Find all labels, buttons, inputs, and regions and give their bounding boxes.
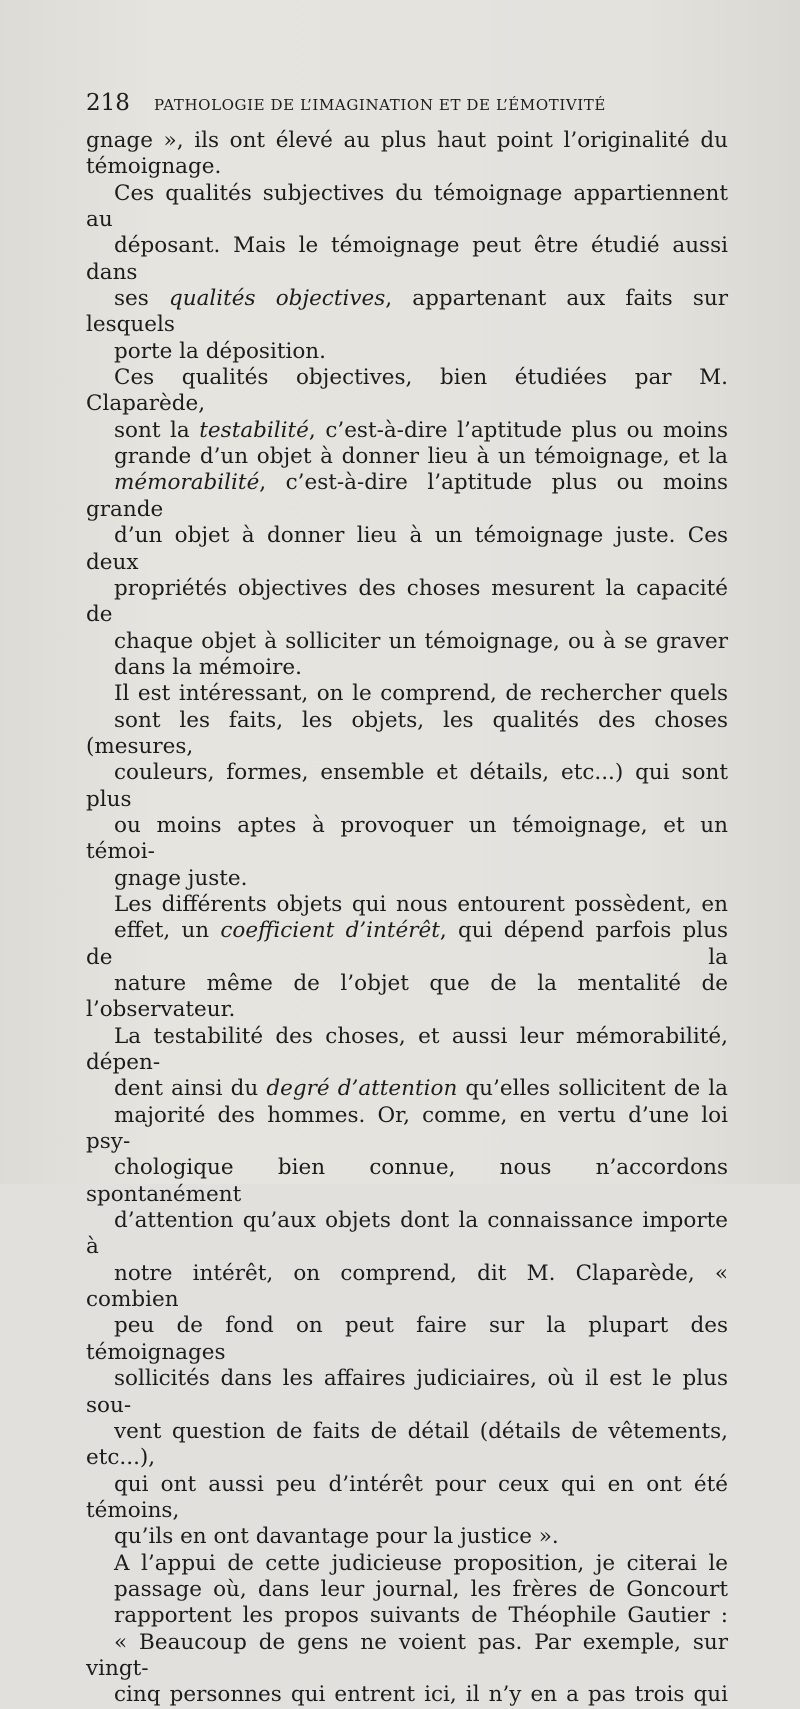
text-run: dent ainsi du bbox=[114, 1076, 267, 1102]
text-line bbox=[86, 971, 728, 1024]
text-run: déposant. Mais le témoignage peut être étudié aussi dans bbox=[86, 233, 728, 285]
text-line bbox=[86, 233, 728, 286]
paragraph bbox=[86, 365, 728, 681]
text-line bbox=[86, 470, 728, 523]
text-line bbox=[86, 1261, 728, 1314]
text-line bbox=[86, 813, 728, 866]
text-run: notre intérêt, on comprend, dit M. Claparède, « combien bbox=[86, 1260, 728, 1313]
italic-term: coefficient d’intérêt bbox=[220, 918, 440, 944]
text-run: chaque objet à solliciter un témoignage, ou à se graver bbox=[114, 628, 728, 654]
italic-term: mémorabilité bbox=[114, 470, 260, 496]
text-run: rapportent les propos suivants de Théophile Gautier : bbox=[114, 1603, 728, 1629]
text-line bbox=[86, 892, 728, 918]
text-line bbox=[86, 681, 728, 707]
text-run: gnage juste. bbox=[114, 865, 248, 891]
running-header bbox=[86, 90, 726, 116]
text-line bbox=[86, 1208, 728, 1261]
text-run: passage où, dans leur journal, les frères de Goncourt bbox=[114, 1576, 728, 1602]
paragraph bbox=[86, 1551, 728, 1709]
paragraph bbox=[86, 892, 728, 1551]
italic-term: qualités objectives bbox=[168, 286, 386, 312]
text-line bbox=[86, 1419, 728, 1472]
text-run: porte la déposition. bbox=[114, 338, 326, 364]
text-line bbox=[86, 866, 728, 892]
text-run: qui ont aussi peu d’intérêt pour ceux qui en ont été témoins, bbox=[86, 1471, 728, 1523]
text-line bbox=[86, 339, 728, 365]
text-run: témoignage. bbox=[86, 154, 222, 180]
text-run: Ces qualités objectives, bien étudiées par M. Claparède, bbox=[86, 365, 728, 417]
italic-term: degré d’attention bbox=[266, 1076, 458, 1102]
text-run: gnage », ils ont élevé au plus haut point l’originalité du bbox=[86, 128, 728, 153]
text-run: , appartenant aux faits sur lesquels bbox=[86, 286, 729, 338]
text-run: sollicités dans les affaires judiciaires, où il est le plus sou- bbox=[86, 1366, 728, 1418]
text-line bbox=[86, 1313, 728, 1366]
text-run: « Beaucoup de gens ne voient pas. Par exemple, sur vingt- bbox=[86, 1629, 728, 1681]
text-line bbox=[86, 181, 728, 234]
text-line bbox=[86, 629, 728, 655]
text-line bbox=[86, 1682, 728, 1708]
text-run: vent question de faits de détail (détails de vêtements, etc...), bbox=[86, 1418, 728, 1471]
text-run: couleurs, formes, ensemble et détails, etc...) qui sont plus bbox=[86, 760, 728, 812]
text-run: grande d’un objet à donner lieu à un témoignage, et la bbox=[114, 444, 728, 470]
text-run: qu’ils en ont davantage pour la justice ». bbox=[114, 1524, 559, 1550]
text-line bbox=[86, 918, 728, 971]
text-run: Il est intéressant, on le comprend, de rechercher quels bbox=[114, 681, 728, 707]
text-run: sont les faits, les objets, les qualités des choses (mesures, bbox=[86, 707, 728, 759]
text-run: d’attention qu’aux objets dont la connaissance importe à bbox=[86, 1208, 728, 1260]
text-line bbox=[86, 1603, 728, 1629]
text-line bbox=[86, 286, 728, 339]
text-run: peu de fond on peut faire sur la plupart des témoignages bbox=[86, 1313, 728, 1365]
text-line bbox=[86, 655, 728, 681]
text-run: dans la mémoire. bbox=[114, 654, 302, 680]
text-run: d’un objet à donner lieu à un témoignage juste. Ces deux bbox=[86, 523, 728, 575]
text-line bbox=[86, 154, 728, 180]
text-line bbox=[86, 444, 728, 470]
text-line bbox=[86, 1524, 728, 1550]
text-run: Ces qualités subjectives du témoignage appartiennent au bbox=[86, 180, 728, 233]
italic-term: testabilité bbox=[199, 417, 309, 443]
text-run: effet, un bbox=[114, 918, 221, 944]
body-text bbox=[86, 128, 728, 1709]
text-run: propriétés objectives des choses mesurent la capacité de bbox=[86, 575, 728, 628]
text-line bbox=[86, 418, 728, 444]
paragraph bbox=[86, 128, 728, 181]
text-run: , c’est-à-dire l’aptitude plus ou moins bbox=[308, 417, 729, 443]
text-run: , qui dépend parfois plus de la bbox=[86, 918, 729, 970]
text-line bbox=[86, 1155, 728, 1208]
paragraph bbox=[86, 681, 728, 892]
text-line bbox=[86, 1103, 728, 1156]
text-line bbox=[86, 1366, 728, 1419]
text-run: cinq personnes qui entrent ici, il n’y en a pas trois qui bbox=[114, 1682, 728, 1708]
text-run: sont la bbox=[114, 417, 200, 443]
text-run: chologique bien connue, nous n’accordons spontanément bbox=[86, 1155, 728, 1207]
text-line bbox=[86, 1024, 728, 1077]
text-run: , c’est-à-dire l’aptitude plus ou moins grande bbox=[86, 470, 728, 522]
text-line bbox=[86, 760, 728, 813]
text-line bbox=[86, 1630, 728, 1683]
text-line bbox=[86, 365, 728, 418]
text-line bbox=[86, 1577, 728, 1603]
text-run: qu’elles sollicitent de la bbox=[457, 1076, 728, 1102]
text-line bbox=[86, 1076, 728, 1102]
page-number: 218 bbox=[86, 90, 130, 116]
text-run: ses bbox=[114, 286, 169, 312]
text-run: A l’appui de cette judicieuse proposition, je citerai le bbox=[114, 1550, 728, 1576]
text-line bbox=[86, 523, 728, 576]
text-run: nature même de l’objet que de la mentalité de l’observateur. bbox=[86, 971, 728, 1023]
text-line bbox=[86, 708, 728, 761]
text-run: majorité des hommes. Or, comme, en vertu d’une loi psy- bbox=[86, 1102, 728, 1155]
text-line bbox=[86, 1551, 728, 1577]
text-line bbox=[86, 128, 728, 154]
running-title: PATHOLOGIE DE L’IMAGINATION ET DE L’ÉMOTIVITÉ bbox=[153, 96, 606, 114]
text-run: ou moins aptes à provoquer un témoignage, et un témoi- bbox=[86, 812, 728, 865]
text-line bbox=[86, 576, 728, 629]
text-run: Les différents objets qui nous entourent possèdent, en bbox=[114, 891, 728, 917]
paragraph bbox=[86, 181, 728, 365]
text-run: La testabilité des choses, et aussi leur mémorabilité, dépen- bbox=[86, 1023, 728, 1076]
text-line bbox=[86, 1472, 728, 1525]
